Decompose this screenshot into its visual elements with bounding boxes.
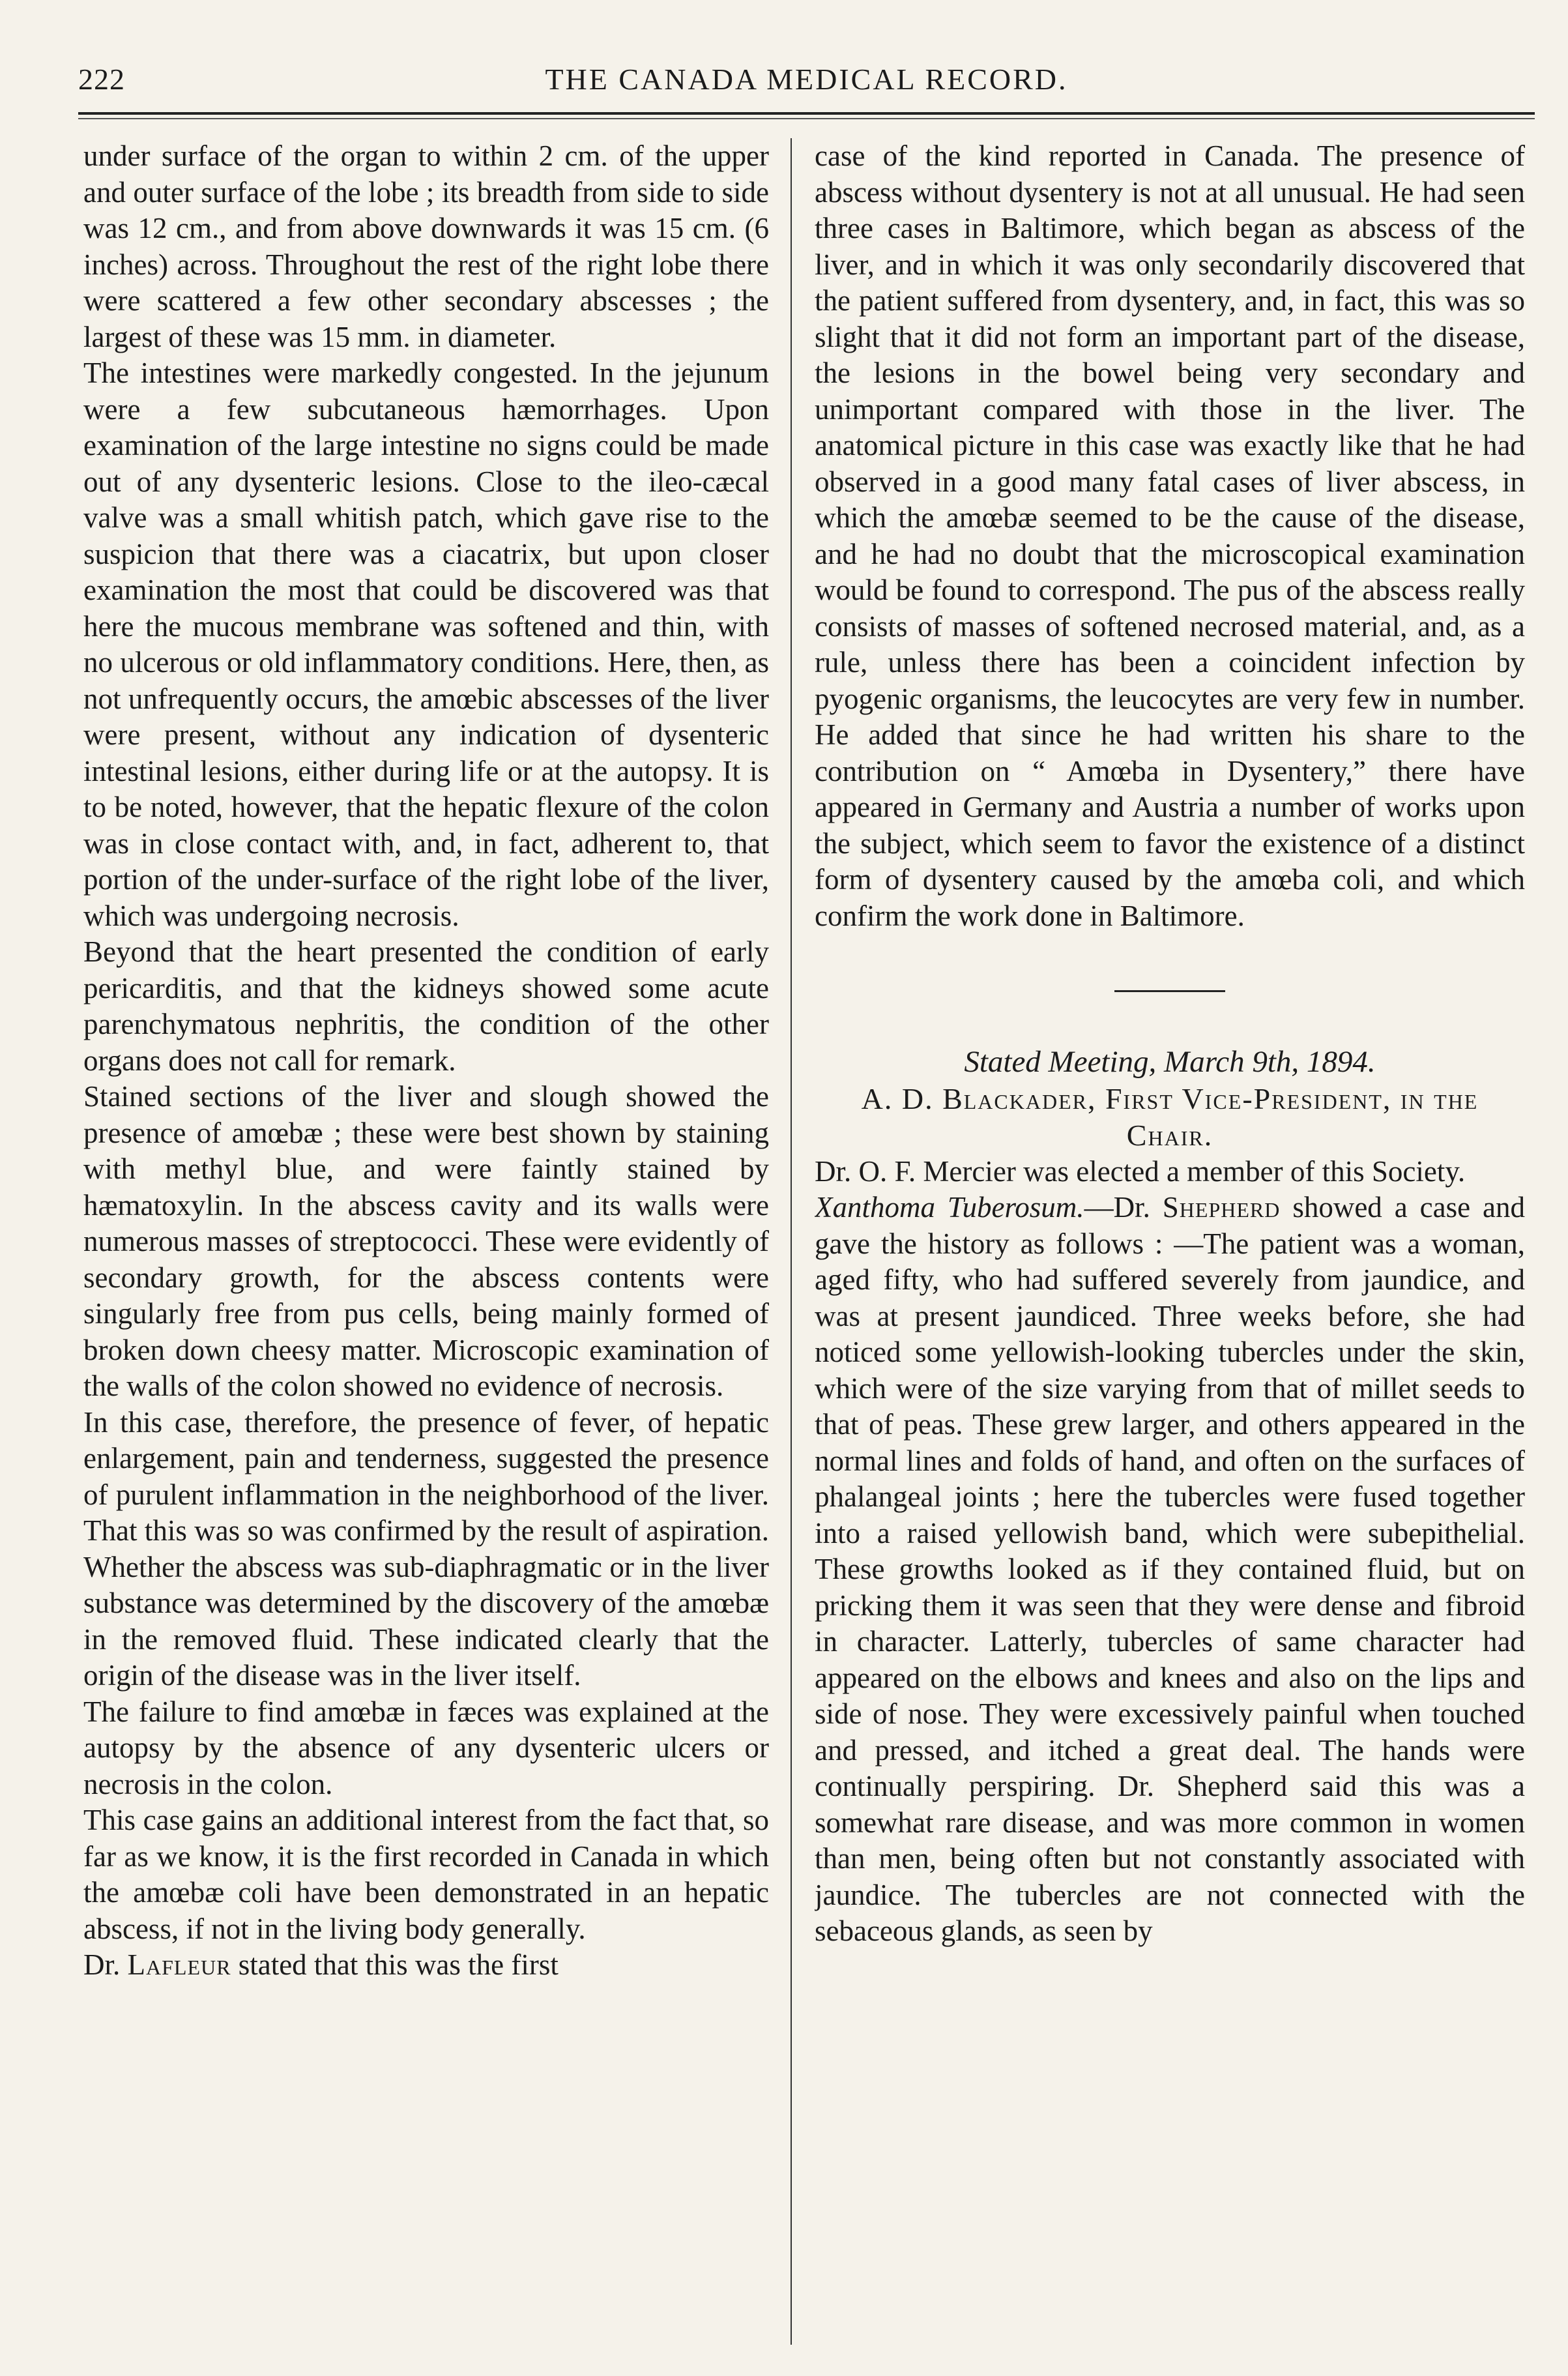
left-column [83,138,769,2341]
paragraph: Dr. O. F. Mercier was elected a member of this Society. [815,1154,1466,1188]
paragraph: In this case, therefore, the presence of fever, of hepatic enlargement, pain and tenderness, suggested the presence of purulent inflammation in the neighborhood of the liver. That this was so was confirmed by the result of aspiration. Whether the abscess was sub-diaphragmatic or in the liver substance was determined by the discovery of the amœbæ in the removed fluid. These indicated clearly that the origin of the disease was in the liver itself. [83,1405,769,1692]
header-rule [78,112,1535,115]
paragraph: The intestines were markedly congested. In the jejunum were a few subcutaneous hæmorrhages. Upon examination of the large intestine no signs could be made out of any dysenteric lesions. Close to the ileo-cæcal valve was a small whitish patch, which gave rise to the suspicion that there was a ciacatrix, but upon closer examination the most that could be discovered was that here the mucous membrane was softened and thin, with no ulcerous or old inflammatory conditions. Here, then, as not unfrequently occurs, the amœbic abscesses of the liver were present, without any indication of dysenteric intestinal lesions, either during life or at the autopsy. It is to be noted, however, that the hepatic flexure of the colon was in close contact with, and, in fact, adherent to, that portion of the under-surface of the right lobe of the liver, which was undergoing necrosis. [83,357,769,932]
page-number: 222 [78,63,125,96]
speaker-name: Shepherd [1162,1191,1281,1224]
chair-line: A. D. Blackader, First Vice-President, in the Chair. [861,1081,1479,1152]
paragraph [83,1947,769,1984]
paragraph [815,1190,1525,1950]
header-rule-thin [78,118,1535,119]
running-title: THE CANADA MEDICAL RECORD. [545,63,1068,96]
column-divider [791,138,792,2345]
section-rule [1114,990,1225,992]
meeting-heading: Stated Meeting, March 9th, 1894. [964,1045,1376,1079]
dash-text: —Dr. [1084,1191,1150,1224]
speaker-title: Dr. [83,1948,121,1981]
paragraph-text: stated that this was the first [238,1948,559,1981]
case-title: Xanthoma Tuberosum. [815,1191,1084,1224]
paragraph: under surface of the organ to within 2 cm. of the upper and outer surface of the lobe ; its breadth from side to side was 12 cm., and from above downwards it was 15 cm. (6 inches) across. Throughout the rest of the right lobe there were scattered a few other secondary abscesses ; the largest of these was 15 mm. in diameter. [83,139,769,353]
paragraph: The failure to find amœbæ in fæces was explained at the autopsy by the absence of any dysenteric ulcers or necrosis in the colon. [83,1695,769,1800]
paragraph: case of the kind reported in Canada. The presence of abscess without dysentery is not at all unusual. He had seen three cases in Baltimore, which began as abscess of the liver, and in which it was only secondarily discovered that the patient suffered from dysentery, and, in fact, this was so slight that it did not form an important part of the disease, the lesions in the bowel being very secondary and unimportant compared with those in the liver. The anatomical picture in this case was exactly like that he had observed in a good many fatal cases of liver abscess, in which the amœbæ seemed to be the cause of the disease, and he had no doubt that the microscopical examination would be found to correspond. The pus of the abscess really consists of masses of softened necrosed material, and, as a rule, unless there has been a coincident infection by pyogenic organisms, the leucocytes are very few in number. He added that since he had written his share to the contribution on “ Amœba in Dysentery,” there have appeared in Germany and Austria a number of works upon the subject, which seem to favor the existence of a distinct form of dysentery caused by the amœba coli, and which confirm the work done in Baltimore. [815,139,1525,932]
speaker-name: Lafleur [127,1948,231,1981]
paragraph: Stained sections of the liver and slough showed the presence of amœbæ ; these were best shown by staining with methyl blue, and were faintly stained by hæmatoxylin. In the abscess cavity and its walls were numerous masses of streptococci. These were evidently of secondary growth, for the abscess contents were singularly free from pus cells, being mainly formed of broken down cheesy matter. Microscopic examination of the walls of the colon showed no evidence of necrosis. [83,1080,769,1402]
paragraph: This case gains an additional interest from the fact that, so far as we know, it is the first recorded in Canada in which the amœbæ coli have been demonstrated in an hepatic abscess, if not in the living body generally. [83,1804,769,1945]
paragraph: Beyond that the heart presented the condition of early pericarditis, and that the kidneys showed some acute parenchymatous nephritis, the condition of the other organs does not call for remark. [83,935,769,1077]
page-header [78,62,1535,108]
right-column [815,138,1525,2341]
paragraph-text: showed a case and gave the history as follows : —The patient was a woman, aged fifty, who had suffered severely from jaundice, and was at present jaundiced. Three weeks before, she had noticed some yellowish-looking tubercles under the skin, which were of the size varying from that of millet seeds to that of peas. These grew larger, and others appeared in the normal lines and folds of hand, and often on the surfaces of phalangeal joints ; here the tubercles were fused together into a raised yellowish band, which were subepithelial. These growths looked as if they contained fluid, but on pricking them it was seen that they were dense and fibroid in character. Latterly, tubercles of same character had appeared on the elbows and knees and also on the lips and side of nose. They were excessively painful when touched and pressed, and itched a great deal. The hands were continually perspiring. Dr. Shepherd said this was a somewhat rare disease, and was more common in women than men, being often but not constantly associated with jaundice. The tubercles are not connected with the sebaceous glands, as seen by [815,1191,1525,1947]
